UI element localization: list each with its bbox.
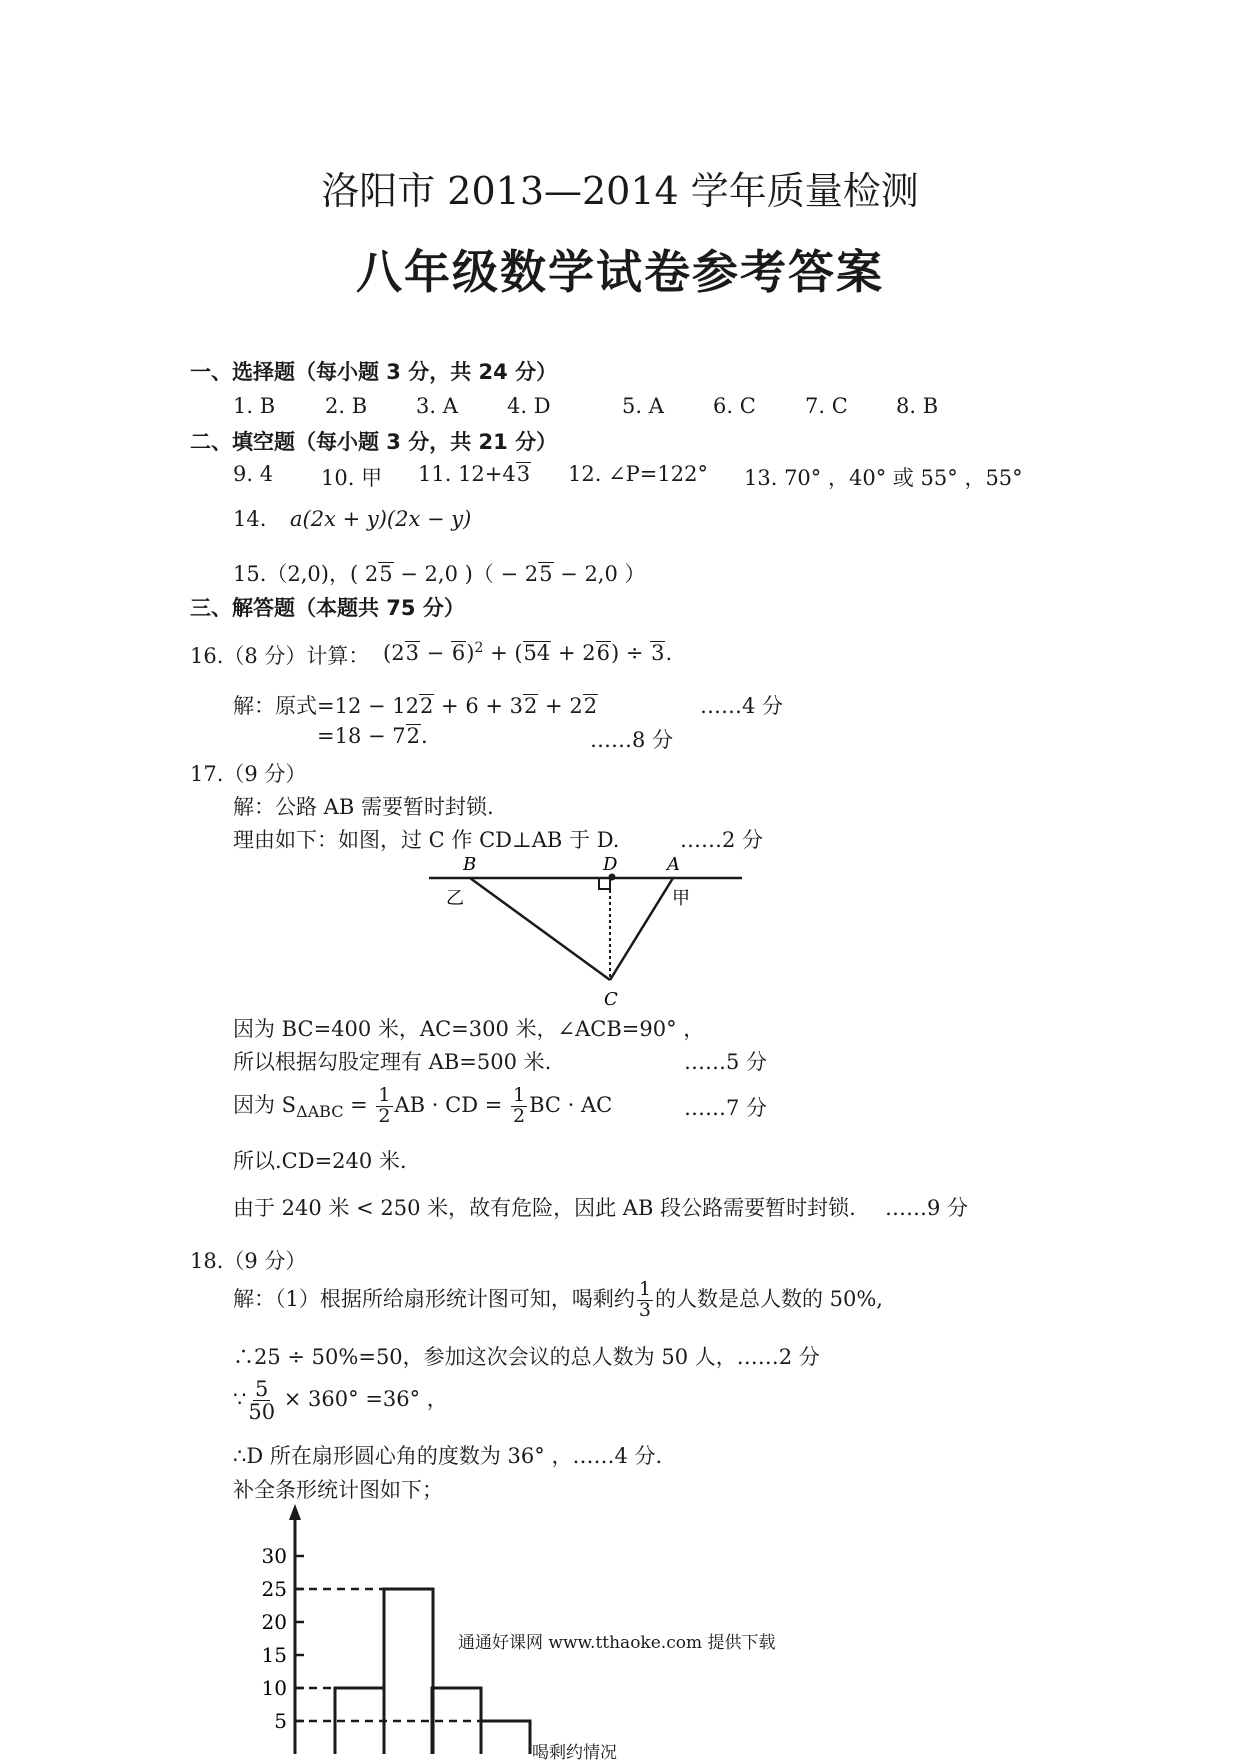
q18-line2: ∴25 ÷ 50%=50，参加这次会议的总人数为 50 人，……2 分: [233, 1345, 820, 1369]
q16-radical-2: 6: [451, 641, 466, 665]
q16-expr-a: (2: [383, 641, 405, 665]
q17-geometry-figure: [420, 848, 760, 1018]
q16-exponent: 2: [474, 640, 484, 656]
q17-l5-subscript: ΔABC: [296, 1101, 344, 1121]
q16-sol1-a: 解：原式=12 − 12: [233, 694, 419, 718]
q17-score-5: ……5 分: [684, 1050, 768, 1074]
q17-fraction-1-denominator: 2: [378, 1104, 391, 1127]
q16-sol1-radical-2: 2: [524, 694, 538, 718]
y-tick-label-30: 30: [261, 1544, 287, 1568]
q17-line6: 所以.CD=240 米.: [233, 1149, 407, 1173]
answer-13: 13. 70° ，40° 或 55° ，55°: [744, 466, 1023, 490]
answer-15-part1: 15.（2,0)，( 2: [233, 562, 379, 586]
page-title-line2: 八年级数学试卷参考答案: [356, 245, 884, 299]
bar-chart: [250, 1500, 680, 1754]
q17-fraction-1-numerator: 1: [378, 1084, 391, 1106]
q17-score-7: ……7 分: [684, 1096, 768, 1120]
q16-expr-d: + (: [483, 641, 523, 665]
page-title-line1: 洛阳市 2013—2014 学年质量检测: [321, 169, 919, 213]
q18-fraction-angle-numerator: 5: [255, 1377, 269, 1401]
answer-7: 7. C: [805, 394, 848, 418]
q16-radical-4: 6: [596, 641, 610, 665]
q17-line2: 理由如下：如图，过 C 作 CD⊥AB 于 D.: [233, 828, 620, 852]
chart-x-axis-label: 喝剩约情况: [532, 1743, 617, 1763]
y-axis-arrow: [289, 1504, 301, 1520]
section3-heading: 三、解答题（本题共 75 分）: [190, 596, 465, 620]
q17-l5-c: BC · AC: [529, 1092, 613, 1117]
q16-radical-3: 54: [523, 641, 551, 665]
answer-2: 2. B: [325, 394, 368, 418]
q18-fraction-third-numerator: 1: [638, 1278, 651, 1300]
q17-line7: 由于 240 米 < 250 米，故有危险，因此 AB 段公路需要暂时封锁.: [233, 1196, 856, 1220]
answer-11-prefix: 11. 12+4: [418, 462, 516, 486]
answer-14-expression: a(2x + y)(2x − y): [290, 507, 472, 531]
q17-fraction-1: [376, 1086, 392, 1127]
answer-15-part3: − 2,0 ）: [553, 562, 646, 586]
q16-sol2-radical: 2: [406, 724, 420, 748]
answer-6: 6. C: [713, 394, 756, 418]
answer-15-part2: − 2,0 )（ − 2: [393, 562, 539, 586]
q16-sol1-radical-3: 2: [583, 694, 598, 718]
q16-prompt: 16.（8 分）计算：: [190, 644, 370, 668]
label-d: D: [603, 854, 618, 875]
q18-heading: 18.（9 分）: [190, 1249, 307, 1273]
q17-line3: 因为 BC=400 米，AC=300 米，∠ACB=90° ，: [233, 1017, 705, 1041]
segment-bc: [470, 878, 610, 980]
q17-l5-eq: =: [343, 1092, 375, 1117]
answer-14-number: 14.: [233, 507, 267, 531]
answer-4: 4. D: [507, 394, 551, 418]
q16-solution-line2: [317, 724, 428, 748]
section1-heading: 一、选择题（每小题 3 分，共 24 分）: [190, 360, 558, 384]
q16-score-2: ……8 分: [590, 728, 674, 752]
q16-solution-line1: [233, 690, 598, 720]
q17-line1: 解：公路 AB 需要暂时封锁.: [233, 795, 494, 819]
y-tick-label-15: 15: [261, 1643, 287, 1667]
segment-ac: [610, 878, 673, 980]
q16-expr-g: .: [665, 641, 673, 665]
answer-12: 12. ∠P=122°: [568, 462, 708, 486]
answer-11: [418, 462, 531, 486]
q17-score-2: ……2 分: [680, 828, 764, 852]
q16-expr-c: ): [466, 641, 475, 665]
label-c: C: [604, 989, 618, 1010]
q17-l5-a: 因为 S: [233, 1092, 297, 1117]
label-a: A: [667, 854, 680, 875]
q17-line4: 所以根据勾股定理有 AB=500 米.: [233, 1050, 552, 1074]
q18-fraction-angle: [248, 1378, 275, 1423]
q17-score-9: ……9 分: [885, 1196, 969, 1220]
q17-l5-b: AB · CD =: [394, 1092, 509, 1117]
section2-heading: 二、填空题（每小题 3 分，共 21 分）: [190, 430, 558, 454]
q16-sol1-radical-1: 2: [420, 694, 434, 718]
q16-radical-1: 3: [405, 641, 419, 665]
answer-9: 9. 4: [233, 462, 274, 486]
answer-15-radical2: 5: [539, 562, 553, 586]
answer-1: 1. B: [233, 394, 276, 418]
y-tick-label-10: 10: [261, 1676, 287, 1700]
q16-sol1-c: + 2: [538, 694, 583, 718]
q18-line4: ∴D 所在扇形圆心角的度数为 36° ，……4 分.: [233, 1444, 663, 1468]
q18-l1-a: 解：（1）根据所给扇形统计图可知，喝剩约: [233, 1286, 635, 1311]
q18-fraction-third-denominator: 3: [638, 1298, 651, 1321]
right-angle-mark: [599, 878, 610, 889]
q18-line1: [233, 1280, 883, 1321]
label-b: B: [463, 854, 477, 875]
q18-fraction-third: [637, 1280, 653, 1321]
answer-11-radical: 3: [516, 462, 531, 486]
y-tick-label-25: 25: [261, 1577, 287, 1601]
q16-score-1: ……4 分: [700, 694, 784, 718]
q16-expression: [383, 640, 672, 665]
answer-15: [233, 558, 646, 588]
answer-15-radical1: 5: [379, 562, 393, 586]
q18-line3: [233, 1378, 448, 1423]
q18-l3-a: ∵: [233, 1387, 247, 1412]
bar-2: [384, 1589, 433, 1754]
q18-l3-b: × 360° =36° ，: [277, 1387, 448, 1412]
label-yi: 乙: [446, 888, 464, 909]
q16-expr-b: −: [419, 641, 451, 665]
watermark-text: 通通好课网 www.tthaoke.com 提供下载: [458, 1633, 776, 1653]
q17-fraction-2-numerator: 1: [513, 1084, 526, 1106]
answer-5: 5. A: [622, 394, 664, 418]
answer-8: 8. B: [896, 394, 939, 418]
q16-expr-e: + 2: [551, 641, 596, 665]
answer-3: 3. A: [416, 394, 458, 418]
q16-sol1-b: + 6 + 3: [434, 694, 523, 718]
q18-line5: 补全条形统计图如下；: [233, 1478, 443, 1502]
q16-radical-5: 3: [651, 641, 665, 665]
q18-l1-b: 的人数是总人数的 50%,: [654, 1286, 883, 1311]
q17-fraction-2: [511, 1086, 527, 1127]
y-tick-label-20: 20: [261, 1610, 287, 1634]
y-tick-label-5: 5: [274, 1709, 287, 1733]
q17-line5: [233, 1086, 612, 1127]
label-jia: 甲: [672, 888, 690, 909]
q16-sol2-b: .: [421, 724, 428, 748]
q16-sol2-a: =18 − 7: [317, 724, 406, 748]
q18-fraction-angle-denominator: 50: [248, 1400, 276, 1425]
answer-10: 10. 甲: [321, 466, 383, 490]
q17-heading: 17.（9 分）: [190, 762, 307, 786]
q16-expr-f: ) ÷: [610, 641, 651, 665]
bar-4: [481, 1721, 530, 1754]
q17-fraction-2-denominator: 2: [513, 1104, 526, 1127]
